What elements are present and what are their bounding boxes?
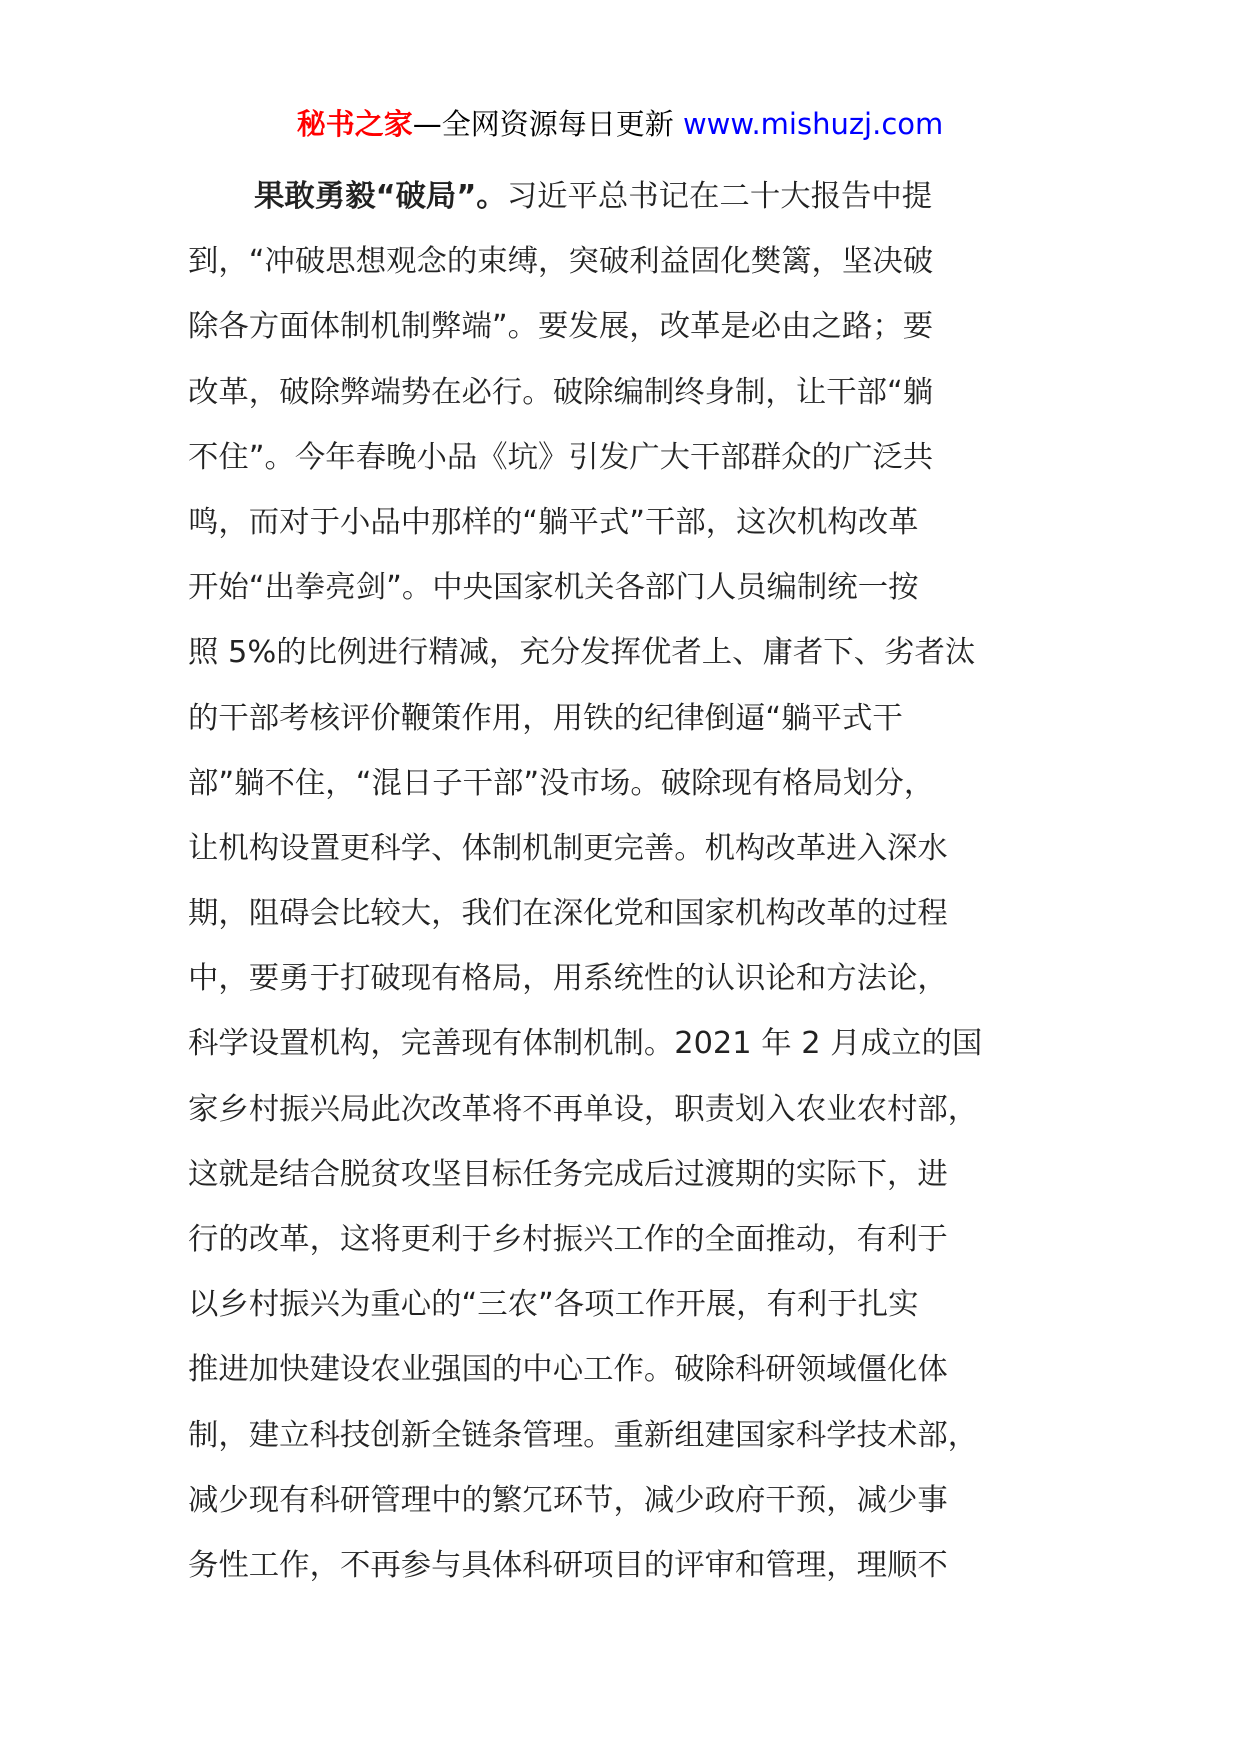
paragraph-line: 照 5%的比例进行精减，充分发挥优者上、庸者下、劣者汰	[188, 635, 976, 671]
site-url-link[interactable]: www.mishuzj.com	[682, 107, 944, 141]
paragraph-line: 除各方面体制机制弊端”。要发展，改革是必由之路；要	[188, 309, 934, 345]
page-header	[0, 101, 1240, 147]
paragraph-line: 这就是结合脱贫攻坚目标任务完成后过渡期的实际下，进	[188, 1156, 948, 1192]
paragraph-line: 制，建立科技创新全链条管理。重新组建国家科学技术部，	[188, 1417, 979, 1453]
paragraph-line: 以乡村振兴为重心的“三农”各项工作开展，有利于扎实	[188, 1287, 919, 1323]
header-tagline: —全网资源每日更新	[412, 107, 674, 141]
paragraph-line-text: 习近平总书记在二十大报告中提	[506, 179, 933, 214]
paragraph-line: 让机构设置更科学、体制机制更完善。机构改革进入深水	[188, 830, 948, 866]
paragraph-line: 中，要勇于打破现有格局，用系统性的认识论和方法论，	[188, 961, 948, 997]
paragraph-line: 科学设置机构，完善现有体制机制。2021 年 2 月成立的国	[188, 1026, 983, 1062]
paragraph-line: 改革，破除弊端势在必行。破除编制终身制，让干部“躺	[188, 374, 934, 410]
paragraph-line	[188, 164, 1068, 229]
paragraph-line: 部”躺不住，“混日子干部”没市场。破除现有格局划分，	[188, 765, 935, 801]
paragraph-line: 开始“出拳亮剑”。中央国家机关各部门人员编制统一按	[188, 570, 919, 606]
paragraph-line: 行的改革，这将更利于乡村振兴工作的全面推动，有利于	[188, 1222, 948, 1257]
paragraph-line: 务性工作，不再参与具体科研项目的评审和管理，理顺不	[188, 1547, 948, 1583]
paragraph-line: 期，阻碍会比较大，我们在深化党和国家机构改革的过程	[188, 896, 948, 932]
paragraph-line: 家乡村振兴局此次改革将不再单设，职责划入农业农村部，	[188, 1091, 979, 1127]
paragraph-line: 不住”。今年春晚小品《坑》引发广大干部群众的广泛共	[188, 439, 934, 475]
article-paragraph	[188, 164, 1068, 1598]
paragraph-line: 的干部考核评价鞭策作用，用铁的纪律倒逼“躺平式干	[188, 700, 903, 736]
brand-name: 秘书之家	[296, 107, 413, 141]
paragraph-line: 鸣，而对于小品中那样的“躺平式”干部，这次机构改革	[188, 504, 919, 540]
paragraph-line: 推进加快建设农业强国的中心工作。破除科研领域僵化体	[188, 1352, 948, 1388]
paragraph-line: 到，“冲破思想观念的束缚，突破利益固化樊篱，坚决破	[188, 244, 934, 280]
paragraph-lead-heading: 果敢勇毅“破局”。	[254, 179, 507, 214]
paragraph-line: 减少现有科研管理中的繁冗环节，减少政府干预，减少事	[188, 1482, 948, 1518]
